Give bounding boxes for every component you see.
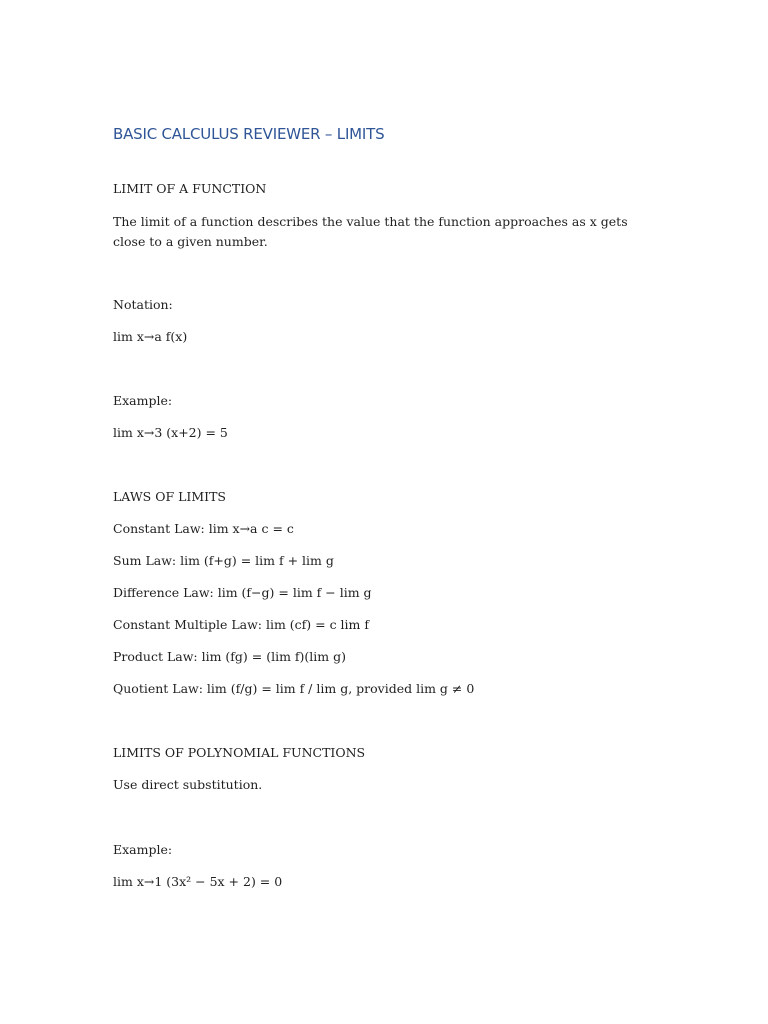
law-item-difference: Difference Law: lim (f−g) = lim f − lim g (113, 585, 372, 600)
law-item-sum: Sum Law: lim (f+g) = lim f + lim g (113, 553, 334, 568)
law-item-constant: Constant Law: lim x→a c = c (113, 521, 294, 536)
law-item-product: Product Law: lim (fg) = (lim f)(lim g) (113, 649, 347, 664)
polynomial-description: Use direct substitution. (113, 777, 263, 792)
example-label-1: Example: (113, 393, 173, 408)
page-title: BASIC CALCULUS REVIEWER – LIMITS (113, 125, 385, 143)
law-item-quotient: Quotient Law: lim (f/g) = lim f / lim g, provided lim g ≠ 0 (113, 681, 475, 696)
example-label-2: Example: (113, 842, 173, 857)
notation-label: Notation: (113, 297, 173, 312)
section-heading-laws-of-limits: LAWS OF LIMITS (113, 489, 226, 504)
example-formula-2: lim x→1 (3x² − 5x + 2) = 0 (113, 874, 283, 889)
notation-formula: lim x→a f(x) (113, 329, 188, 344)
law-item-constant-multiple: Constant Multiple Law: lim (cf) = c lim f (113, 617, 369, 632)
section-heading-polynomial-limits: LIMITS OF POLYNOMIAL FUNCTIONS (113, 745, 366, 760)
limit-description: The limit of a function describes the value that the function approaches as x gets close to a given number. (113, 214, 628, 249)
section-heading-limit-of-function: LIMIT OF A FUNCTION (113, 181, 267, 196)
example-formula-1: lim x→3 (x+2) = 5 (113, 425, 228, 440)
